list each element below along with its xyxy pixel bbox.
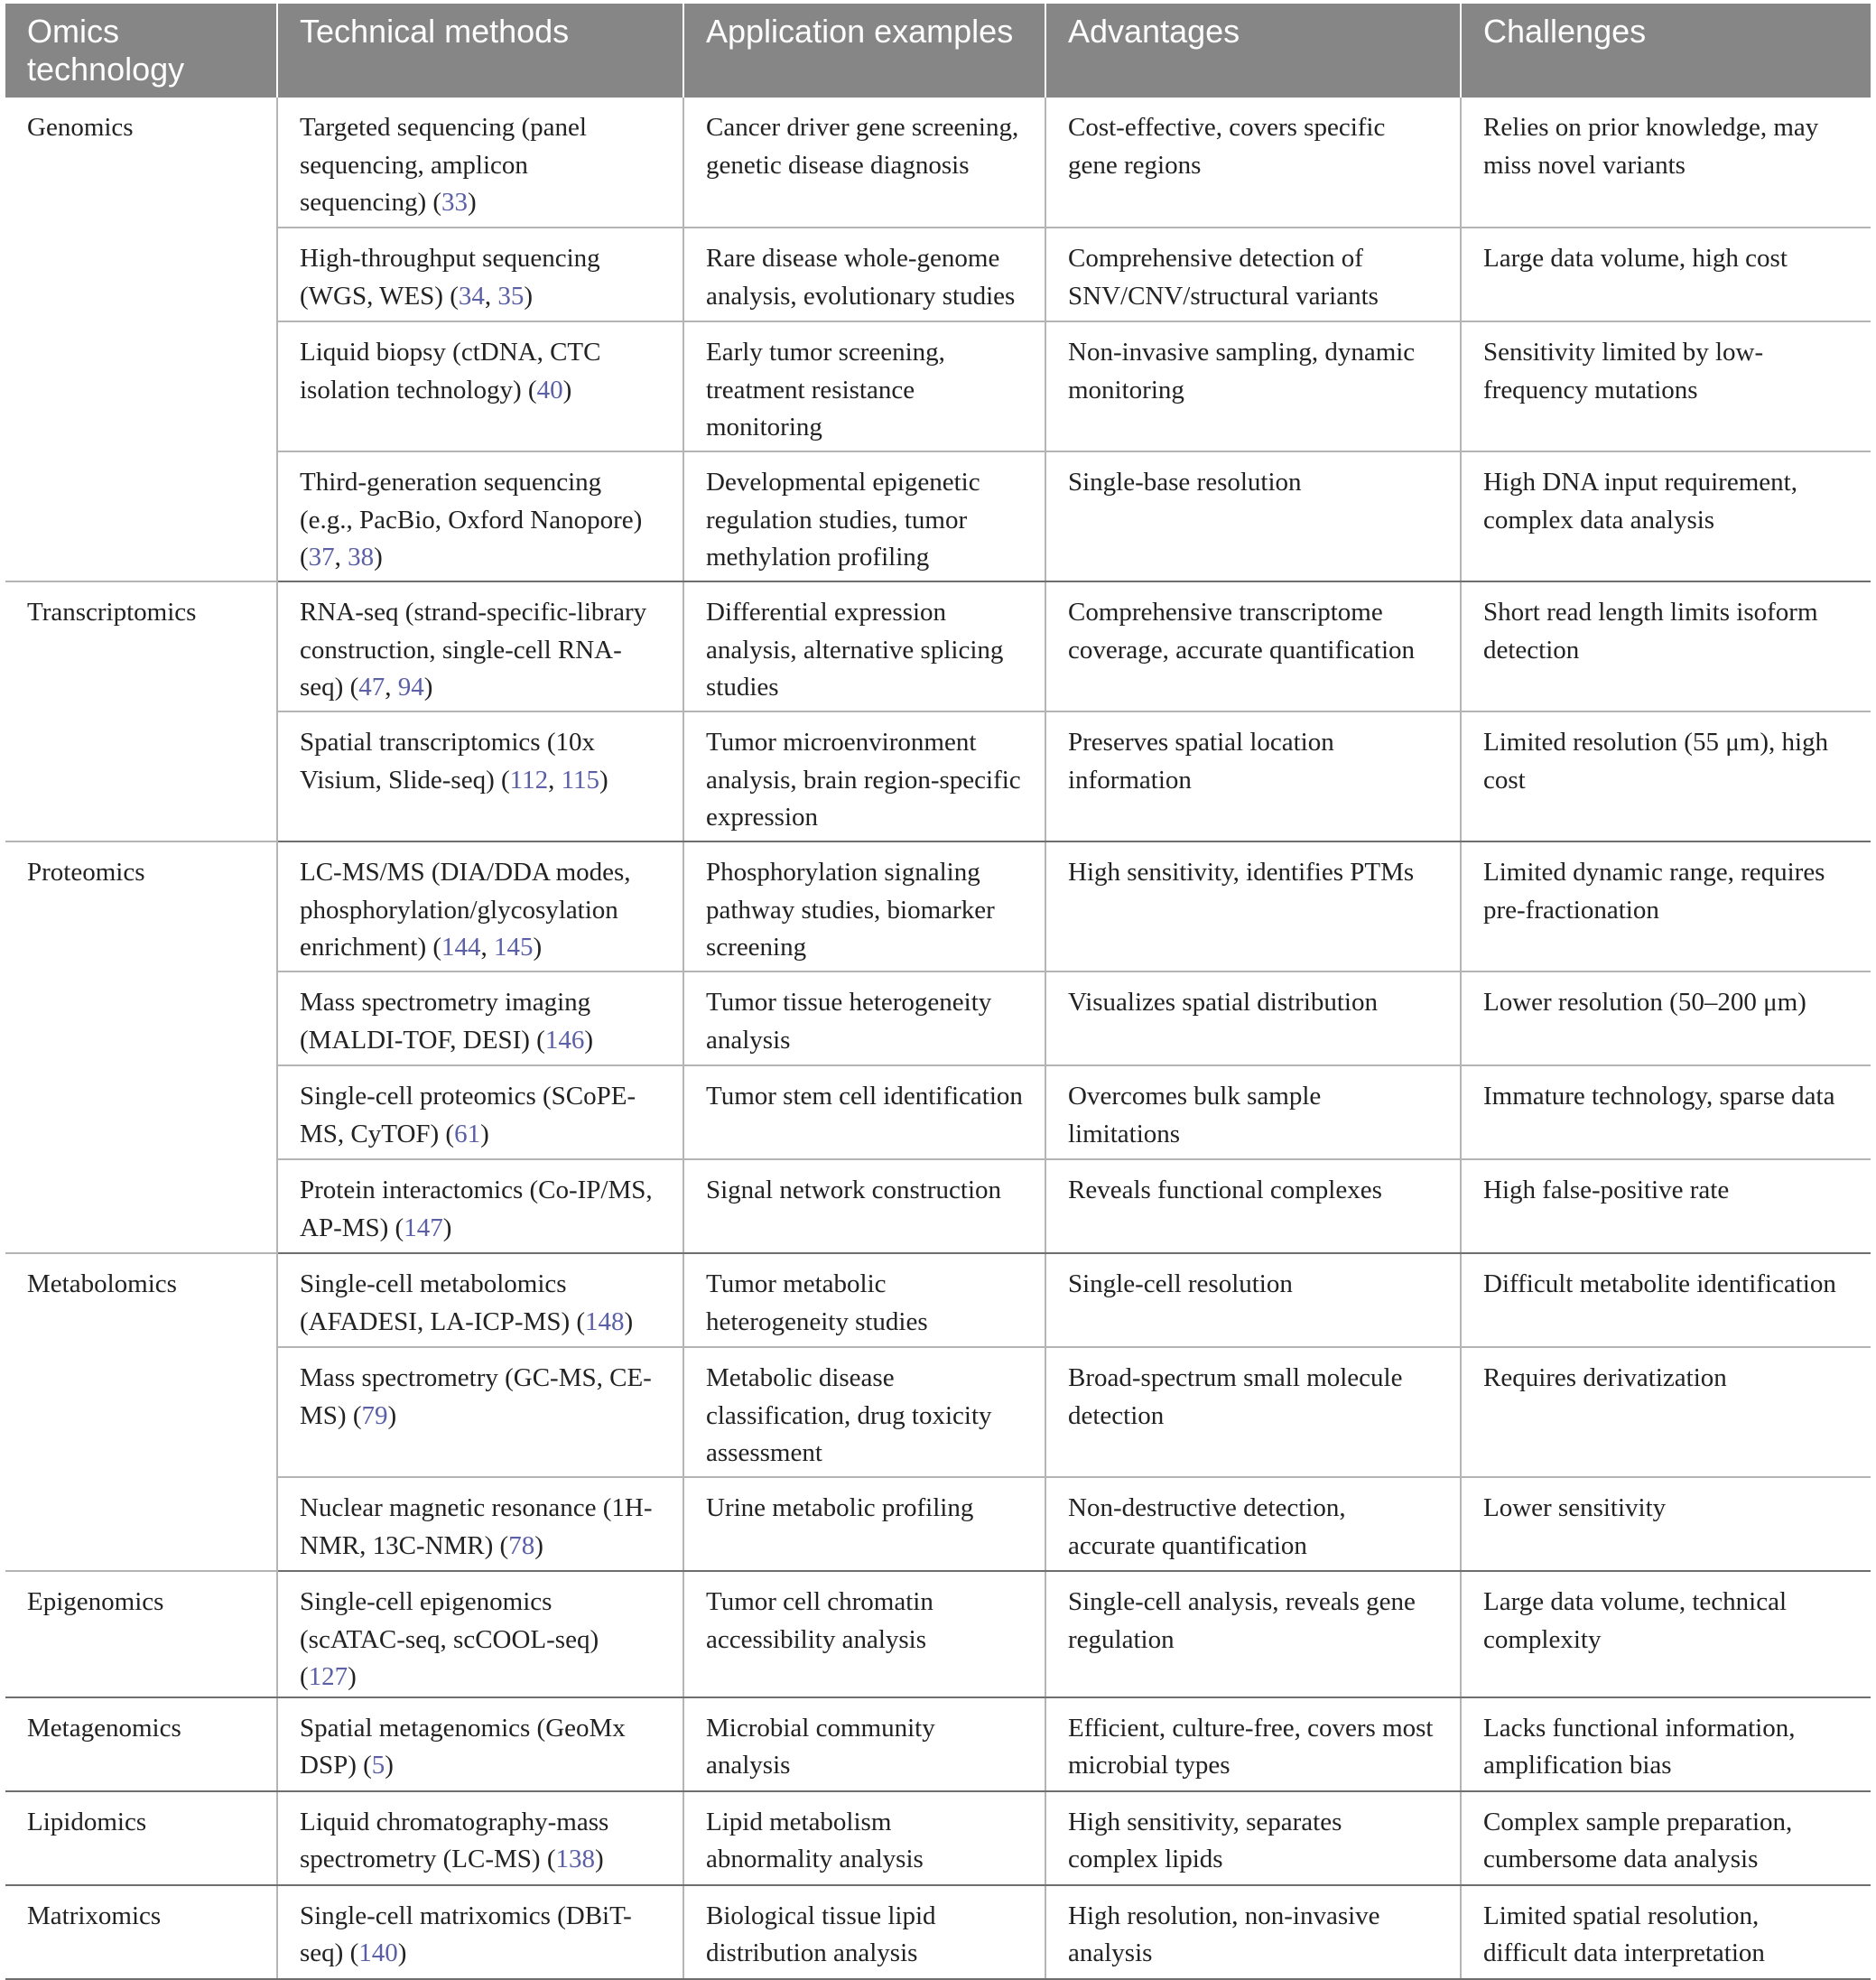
- table-header: [5, 4, 1871, 98]
- reference-link[interactable]: 35: [497, 281, 525, 311]
- application-cell: Early tumor screening, treatment resistance monitoring: [683, 321, 1045, 451]
- technical-method-cell: LC-MS/MS (DIA/DDA modes, phosphorylation/glycosylation enrichment) (144, 145): [277, 841, 683, 971]
- reference-link[interactable]: 37: [308, 543, 335, 572]
- table-row: [5, 1885, 1871, 1979]
- advantages-cell: Non-invasive sampling, dynamic monitoring: [1045, 321, 1461, 451]
- table-row: [5, 451, 1871, 581]
- application-cell: Microbial community analysis: [683, 1697, 1045, 1791]
- advantages-cell: Single-base resolution: [1045, 451, 1461, 581]
- challenges-cell: High DNA input requirement, complex data analysis: [1461, 451, 1871, 581]
- application-cell: Tumor microenvironment analysis, brain region-specific expression: [683, 711, 1045, 841]
- technical-method-cell: Spatial transcriptomics (10x Visium, Slide-seq) (112, 115): [277, 711, 683, 841]
- reference-link[interactable]: 145: [494, 933, 534, 962]
- technical-method-cell: Mass spectrometry imaging (MALDI-TOF, DESI) (146): [277, 971, 683, 1065]
- table-row: [5, 98, 1871, 228]
- reference-link[interactable]: 40: [536, 375, 563, 404]
- challenges-cell: Large data volume, high cost: [1461, 228, 1871, 321]
- challenges-cell: Relies on prior knowledge, may miss novel variants: [1461, 98, 1871, 228]
- advantages-cell: Non-destructive detection, accurate quantification: [1045, 1477, 1461, 1571]
- advantages-cell: Cost-effective, covers specific gene regions: [1045, 98, 1461, 228]
- challenges-cell: Large data volume, technical complexity: [1461, 1571, 1871, 1697]
- advantages-cell: Preserves spatial location information: [1045, 711, 1461, 841]
- challenges-cell: Immature technology, sparse data: [1461, 1065, 1871, 1159]
- challenges-cell: High false-positive rate: [1461, 1159, 1871, 1253]
- omics-technology-cell: Epigenomics: [5, 1571, 277, 1697]
- challenges-cell: Limited spatial resolution, difficult data interpretation: [1461, 1885, 1871, 1979]
- technical-method-cell: High-throughput sequencing (WGS, WES) (34, 35): [277, 228, 683, 321]
- table-body: [5, 98, 1871, 1979]
- application-cell: Phosphorylation signaling pathway studies, biomarker screening: [683, 841, 1045, 971]
- table-row: [5, 1791, 1871, 1885]
- challenges-cell: Lower resolution (50–200 μm): [1461, 971, 1871, 1065]
- header-row: [5, 4, 1871, 98]
- header-omics-technology: Omics technology: [5, 4, 277, 98]
- advantages-cell: Overcomes bulk sample limitations: [1045, 1065, 1461, 1159]
- application-cell: Tumor stem cell identification: [683, 1065, 1045, 1159]
- technical-method-cell: Protein interactomics (Co-IP/MS, AP-MS) (147): [277, 1159, 683, 1253]
- technical-method-cell: Nuclear magnetic resonance (1H-NMR, 13C-NMR) (78): [277, 1477, 683, 1571]
- advantages-cell: Single-cell analysis, reveals gene regulation: [1045, 1571, 1461, 1697]
- omics-table: [5, 4, 1871, 1980]
- challenges-cell: Requires derivatization: [1461, 1347, 1871, 1477]
- advantages-cell: Comprehensive detection of SNV/CNV/structural variants: [1045, 228, 1461, 321]
- table-row: [5, 321, 1871, 451]
- challenges-cell: Complex sample preparation, cumbersome data analysis: [1461, 1791, 1871, 1885]
- table-row: [5, 1571, 1871, 1697]
- reference-link[interactable]: 112: [509, 765, 549, 795]
- challenges-cell: Lacks functional information, amplification bias: [1461, 1697, 1871, 1791]
- technical-method-cell: Targeted sequencing (panel sequencing, amplicon sequencing) (33): [277, 98, 683, 228]
- advantages-cell: Visualizes spatial distribution: [1045, 971, 1461, 1065]
- table-row: [5, 1065, 1871, 1159]
- technical-method-cell: Single-cell metabolomics (AFADESI, LA-ICP-MS) (148): [277, 1253, 683, 1347]
- table-row: [5, 1253, 1871, 1347]
- application-cell: Metabolic disease classification, drug toxicity assessment: [683, 1347, 1045, 1477]
- omics-technology-cell: Genomics: [5, 98, 277, 581]
- application-cell: Differential expression analysis, alternative splicing studies: [683, 581, 1045, 711]
- reference-link[interactable]: 79: [361, 1400, 388, 1430]
- reference-link[interactable]: 34: [458, 281, 485, 311]
- application-cell: Tumor cell chromatin accessibility analysis: [683, 1571, 1045, 1697]
- technical-method-cell: Mass spectrometry (GC-MS, CE-MS) (79): [277, 1347, 683, 1477]
- technical-method-cell: Spatial metagenomics (GeoMx DSP) (5): [277, 1697, 683, 1791]
- challenges-cell: Sensitivity limited by low-frequency mutations: [1461, 321, 1871, 451]
- application-cell: Biological tissue lipid distribution analysis: [683, 1885, 1045, 1979]
- reference-link[interactable]: 47: [358, 673, 385, 702]
- technical-method-cell: Single-cell epigenomics (scATAC-seq, scCOOL-seq) (127): [277, 1571, 683, 1697]
- omics-technology-cell: Matrixomics: [5, 1885, 277, 1979]
- table-row: [5, 228, 1871, 321]
- table-row: [5, 1477, 1871, 1571]
- application-cell: Rare disease whole-genome analysis, evolutionary studies: [683, 228, 1045, 321]
- reference-link[interactable]: 140: [358, 1938, 398, 1967]
- reference-link[interactable]: 147: [404, 1213, 443, 1242]
- advantages-cell: Broad-spectrum small molecule detection: [1045, 1347, 1461, 1477]
- advantages-cell: Efficient, culture-free, covers most microbial types: [1045, 1697, 1461, 1791]
- application-cell: Developmental epigenetic regulation studies, tumor methylation profiling: [683, 451, 1045, 581]
- technical-method-cell: Single-cell matrixomics (DBiT-seq) (140): [277, 1885, 683, 1979]
- application-cell: Tumor tissue heterogeneity analysis: [683, 971, 1045, 1065]
- technical-method-cell: Liquid chromatography-mass spectrometry (LC-MS) (138): [277, 1791, 683, 1885]
- application-cell: Cancer driver gene screening, genetic disease diagnosis: [683, 98, 1045, 228]
- reference-link[interactable]: 148: [585, 1306, 625, 1336]
- reference-link[interactable]: 115: [561, 765, 600, 795]
- challenges-cell: Short read length limits isoform detection: [1461, 581, 1871, 711]
- table-row: [5, 1697, 1871, 1791]
- omics-technology-cell: Metagenomics: [5, 1697, 277, 1791]
- technical-method-cell: Liquid biopsy (ctDNA, CTC isolation technology) (40): [277, 321, 683, 451]
- table-row: [5, 1347, 1871, 1477]
- reference-link[interactable]: 78: [508, 1530, 535, 1560]
- advantages-cell: High sensitivity, identifies PTMs: [1045, 841, 1461, 971]
- advantages-cell: High resolution, non-invasive analysis: [1045, 1885, 1461, 1979]
- application-cell: Tumor metabolic heterogeneity studies: [683, 1253, 1045, 1347]
- advantages-cell: Single-cell resolution: [1045, 1253, 1461, 1347]
- application-cell: Urine metabolic profiling: [683, 1477, 1045, 1571]
- challenges-cell: Difficult metabolite identification: [1461, 1253, 1871, 1347]
- table-row: [5, 1159, 1871, 1253]
- technical-method-cell: Third-generation sequencing (e.g., PacBio, Oxford Nanopore) (37, 38): [277, 451, 683, 581]
- application-cell: Signal network construction: [683, 1159, 1045, 1253]
- reference-link[interactable]: 144: [441, 933, 481, 962]
- reference-link[interactable]: 94: [397, 673, 424, 702]
- reference-link[interactable]: 33: [441, 188, 469, 217]
- omics-technology-cell: Proteomics: [5, 841, 277, 1253]
- header-challenges: Challenges: [1461, 4, 1871, 98]
- table-row: [5, 711, 1871, 841]
- challenges-cell: Limited dynamic range, requires pre-fractionation: [1461, 841, 1871, 971]
- omics-technology-cell: Metabolomics: [5, 1253, 277, 1571]
- reference-link[interactable]: 146: [544, 1025, 585, 1055]
- advantages-cell: Reveals functional complexes: [1045, 1159, 1461, 1253]
- reference-link[interactable]: 138: [555, 1845, 595, 1873]
- advantages-cell: Comprehensive transcriptome coverage, accurate quantification: [1045, 581, 1461, 711]
- omics-technology-cell: Transcriptomics: [5, 581, 277, 841]
- table-row: [5, 841, 1871, 971]
- table-row: [5, 971, 1871, 1065]
- application-cell: Lipid metabolism abnormality analysis: [683, 1791, 1045, 1885]
- reference-link[interactable]: 5: [371, 1751, 385, 1780]
- table-row: [5, 581, 1871, 711]
- advantages-cell: High sensitivity, separates complex lipids: [1045, 1791, 1461, 1885]
- challenges-cell: Lower sensitivity: [1461, 1477, 1871, 1571]
- reference-link[interactable]: 127: [308, 1662, 348, 1691]
- header-application-examples: Application examples: [683, 4, 1045, 98]
- omics-technology-cell: Lipidomics: [5, 1791, 277, 1885]
- reference-link[interactable]: 38: [348, 543, 375, 572]
- header-advantages: Advantages: [1045, 4, 1461, 98]
- technical-method-cell: Single-cell proteomics (SCoPE-MS, CyTOF) (61): [277, 1065, 683, 1159]
- header-technical-methods: Technical methods: [277, 4, 683, 98]
- technical-method-cell: RNA-seq (strand-specific-library construction, single-cell RNA-seq) (47, 94): [277, 581, 683, 711]
- reference-link[interactable]: 61: [454, 1119, 481, 1148]
- challenges-cell: Limited resolution (55 μm), high cost: [1461, 711, 1871, 841]
